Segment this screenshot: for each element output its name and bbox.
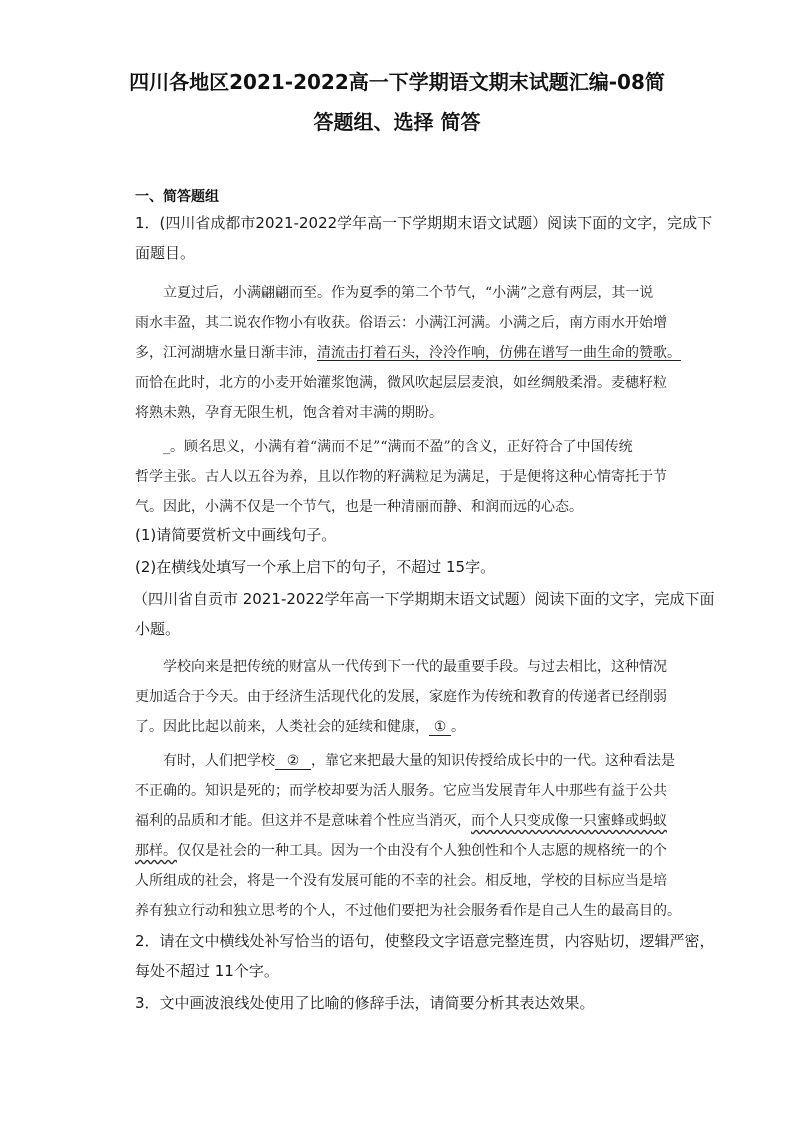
- q2-passage-line: [135, 840, 667, 860]
- q2-blank-2: ②: [275, 753, 311, 770]
- q1-passage-line: [135, 342, 681, 362]
- q1-subquestion-2: (2)在横线处填写一个承上启下的句子，不超过 15字。: [135, 558, 496, 576]
- q1-intro-line-1: 1．(四川省成都市2021-2022学年高一下学期期末语文试题）阅读下面的文字，完成下: [135, 214, 713, 232]
- q2-passage-line: 养有独立行动和独立思考的个人，不过他们要把为社会服务看作是自己人生的最高目的。: [135, 903, 681, 919]
- q1-passage-line: 将熟未熟，孕育无限生机，饱含着对丰满的期盼。: [135, 405, 443, 421]
- q1-passage-line: 气。因此，小满不仅是一个节气，也是一种清丽而静、和润而远的心态。: [135, 499, 583, 515]
- q2-passage-line: 不正确的。知识是死的；而学校却要为活人服务。它应当发展青年人中那些有益于公共: [135, 783, 667, 799]
- q1-passage-text: 。顾名思义，小满有着“满而不足”“满而不盈”的含义，正好符合了中国传统: [170, 439, 633, 455]
- q1-intro-line-2: 面题目。: [135, 244, 196, 262]
- q2-passage-text: 有时，人们把学校: [163, 753, 275, 769]
- q1-underlined-sentence: 清流击打着石头，泠泠作响，仿佛在谱写一曲生命的赞歌。: [317, 345, 681, 361]
- question-2-line-1: 2．请在文中横线处补写恰当的语句，使整段文字语意完整连贯，内容贴切，逻辑严密，: [135, 932, 715, 950]
- q2-passage-line: 福利的品质和才能。但这并不是意味着个性应当消灭，: [135, 813, 471, 829]
- question-2-line-2: 每处不超过 11个字。: [135, 962, 279, 980]
- q2-passage-text: 。: [451, 719, 465, 735]
- q2-passage-line: 人所组成的社会，将是一个没有发展可能的不幸的社会。相反地，学校的目标应当是培: [135, 873, 667, 889]
- page-title: [100, 62, 694, 142]
- q2-passage-line: 更加适合于今天。由于经济生活现代化的发展，家庭作为传统和教育的传递者已经削弱: [135, 689, 667, 705]
- q1-passage-line: 而恰在此时，北方的小麦开始灌浆饱满，微风吹起层层麦浪，如丝绸般柔滑。麦穗籽粒: [135, 375, 667, 391]
- q2-passage-line: [163, 750, 675, 770]
- title-line-1: 四川各地区2021-2022高一下学期语文期末试题汇编-08简: [129, 70, 665, 94]
- q2-passage-line: 学校向来是把传统的财富从一代传到下一代的最重要手段。与过去相比，这种情况: [163, 659, 667, 675]
- q1-passage-line: 立夏过后，小满翩翩而至。作为夏季的第二个节气，“小满”之意有两层，其一说: [163, 285, 654, 301]
- q1-passage-text: 多，江河湖塘水量日渐丰沛，: [135, 345, 317, 361]
- q1-subquestion-1: (1)请简要赏析文中画线句子。: [135, 526, 337, 544]
- q1-passage-line: [163, 436, 633, 456]
- q2-wavy-sentence-part-1: [471, 810, 667, 830]
- q2-intro-line-2: 小题。: [135, 620, 181, 638]
- q2-wavy-sentence-part-2: 那样。: [135, 843, 177, 859]
- q2-wavy-text: 而个人只变成像一只蜜蜂或蚂蚁: [471, 813, 667, 829]
- q2-passage-text: 仅仅是社会的一种工具。因为一个由没有个人独创性和个人志愿的规格统一的个: [177, 843, 667, 859]
- q1-passage-line: 雨水丰盈，其二说农作物小有收获。俗语云：小满江河满。小满之后，南方雨水开始增: [135, 315, 667, 331]
- title-line-2: 答题组、选择 简答: [313, 110, 481, 134]
- q2-passage-line: [135, 716, 465, 736]
- q2-intro-line-1: （四川省自贡市 2021-2022学年高一下学期期末语文试题）阅读下面的文字，完成下面: [133, 590, 715, 608]
- q2-blank-1: ①: [429, 719, 451, 736]
- q1-fill-blank: _: [163, 439, 170, 455]
- q1-passage-line: 哲学主张。古人以五谷为养，且以作物的籽满粒足为满足，于是便将这种心情寄托于节: [135, 469, 667, 485]
- question-3: 3．文中画波浪线处使用了比喻的修辞手法，请简要分析其表达效果。: [135, 994, 595, 1012]
- q2-passage-text: 了。因此比起以前来，人类社会的延续和健康，: [135, 719, 429, 735]
- q2-passage-text: ，靠它来把最大量的知识传授给成长中的一代。这种看法是: [311, 753, 675, 769]
- section-heading: 一、简答题组: [135, 189, 219, 205]
